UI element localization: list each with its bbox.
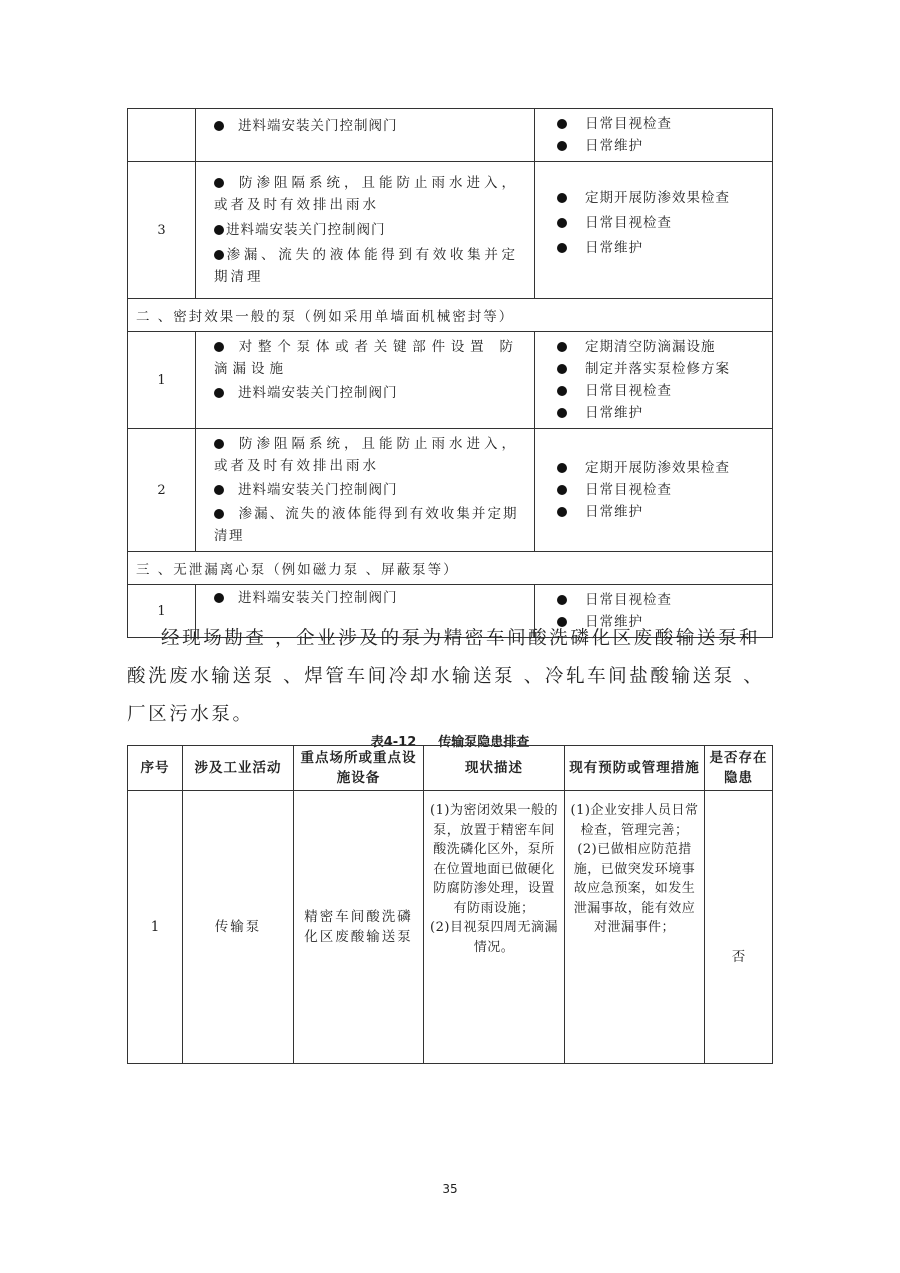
measure-item: 日常目视检查 xyxy=(557,479,762,501)
requirements-cell xyxy=(196,332,535,429)
bullet-icon xyxy=(557,485,567,495)
requirement-item: 进料端安装关门控制阀门 xyxy=(214,587,518,609)
table-row xyxy=(128,332,773,429)
bullet-icon xyxy=(557,595,567,605)
bullet-icon xyxy=(214,225,224,235)
measures-cell xyxy=(535,429,773,552)
activity-cell: 传输泵 xyxy=(183,791,294,1064)
caption-title: 传输泵隐患排查 xyxy=(438,735,530,750)
measure-item: 日常维护 xyxy=(557,611,762,633)
row-number xyxy=(128,109,196,162)
requirement-item: 进料端安装关门控制阀门 xyxy=(214,382,518,404)
requirement-item: 防渗阻隔系统，且能防止雨水进入，或者及时有效排出雨水 xyxy=(214,436,518,474)
requirement-item: 渗漏、流失的液体能得到有效收集并定期清理 xyxy=(214,247,518,285)
table-row xyxy=(128,162,773,299)
measures-cell xyxy=(535,332,773,429)
requirements-cell xyxy=(196,429,535,552)
row-number: 2 xyxy=(128,429,196,552)
bullet-icon xyxy=(214,593,224,603)
hazard-cell: 否 xyxy=(705,791,773,1064)
measure-item: 制定并落实泵检修方案 xyxy=(557,358,762,380)
bullet-icon xyxy=(557,342,567,352)
section-row xyxy=(128,299,773,332)
measure-item: 日常维护 xyxy=(557,237,762,259)
body-paragraph: 经现场勘查 ，企业涉及的泵为精密车间酸洗磷化区废酸输送泵和酸洗废水输送泵 、焊管车间冷却水输送泵 、冷轧车间盐酸输送泵 、厂区污水泵。 xyxy=(127,628,765,725)
measures-cell xyxy=(565,791,705,1064)
requirement-item: 进料端安装关门控制阀门 xyxy=(214,115,518,137)
measure-item: 日常维护 xyxy=(557,135,762,157)
pump-requirements-table xyxy=(127,108,773,638)
measure-item: 定期开展防渗效果检查 xyxy=(557,187,762,209)
header-measures: 现有预防或管理措施 xyxy=(565,746,705,791)
requirements-cell xyxy=(196,162,535,299)
table-row xyxy=(128,791,773,1064)
row-number: 3 xyxy=(128,162,196,299)
bullet-icon xyxy=(214,388,224,398)
measure-item: 日常目视检查 xyxy=(557,212,762,234)
bullet-icon xyxy=(557,463,567,473)
section-heading: 二 、密封效果一般的泵（例如采用单墙面机械密封等） xyxy=(128,299,773,332)
measure-item: 定期开展防渗效果检查 xyxy=(557,457,762,479)
header-row xyxy=(128,746,773,791)
measure-item: (2)已做相应防范措施，已做突发环境事故应急预案，如发生泄漏事故，能有效应对泄漏事件； xyxy=(573,842,696,935)
bullet-icon xyxy=(214,439,224,449)
description-item: (1)为密闭效果一般的泵，放置于精密车间酸洗磷化区外，泵所在位置地面已做硬化防腐防渗处理，设置有防雨设施； xyxy=(430,803,558,916)
section-heading: 三 、无泄漏离心泵（例如磁力泵 、屏蔽泵等） xyxy=(128,552,773,585)
measure-item: 定期清空防滴漏设施 xyxy=(557,336,762,358)
bullet-icon xyxy=(557,507,567,517)
requirement-item: 防渗阻隔系统，且能防止雨水进入，或者及时有效排出雨水 xyxy=(214,175,518,213)
description-item: (2)目视泵四周无滴漏情况。 xyxy=(430,920,558,955)
bullet-icon xyxy=(214,509,224,519)
measure-item: (1)企业安排人员日常检查，管理完善； xyxy=(570,803,699,838)
measure-item: 日常目视检查 xyxy=(557,589,762,611)
row-number: 1 xyxy=(128,585,196,638)
measure-item: 日常维护 xyxy=(557,402,762,424)
facility-cell: 精密车间酸洗磷化区废酸输送泵 xyxy=(294,791,424,1064)
bullet-icon xyxy=(557,119,567,129)
header-num: 序号 xyxy=(128,746,183,791)
requirement-item: 进料端安装关门控制阀门 xyxy=(214,219,518,241)
requirement-item: 对整个泵体或者关键部件设置 防滴漏设施 xyxy=(214,339,518,377)
section-row xyxy=(128,552,773,585)
bullet-icon xyxy=(214,485,224,495)
bullet-icon xyxy=(214,342,224,352)
measure-item: 日常维护 xyxy=(557,501,762,523)
requirement-item: 渗漏、流失的液体能得到有效收集并定期清理 xyxy=(214,506,518,544)
description-cell xyxy=(424,791,565,1064)
bullet-icon xyxy=(214,250,224,260)
bullet-icon xyxy=(557,218,567,228)
bullet-icon xyxy=(214,121,224,131)
measures-cell xyxy=(535,162,773,299)
bullet-icon xyxy=(557,386,567,396)
measure-item: 日常目视检查 xyxy=(557,113,762,135)
pump-hazard-table xyxy=(127,745,773,1064)
bullet-icon xyxy=(557,243,567,253)
bullet-icon xyxy=(557,364,567,374)
table-row xyxy=(128,429,773,552)
caption-number: 表4-12 xyxy=(370,735,417,750)
row-number: 1 xyxy=(128,332,196,429)
bullet-icon xyxy=(557,141,567,151)
bullet-icon xyxy=(214,178,224,188)
header-activity: 涉及工业活动 xyxy=(183,746,294,791)
measure-item: 日常目视检查 xyxy=(557,380,762,402)
bullet-icon xyxy=(557,193,567,203)
bullet-icon xyxy=(557,408,567,418)
table-row xyxy=(128,109,773,162)
row-number: 1 xyxy=(128,791,183,1064)
requirements-cell xyxy=(196,109,535,162)
header-facility: 重点场所或重点设施设备 xyxy=(294,746,424,791)
measures-cell xyxy=(535,109,773,162)
header-hazard: 是否存在隐患 xyxy=(705,746,773,791)
requirement-item: 进料端安装关门控制阀门 xyxy=(214,479,518,501)
page-number: 35 xyxy=(442,1182,458,1196)
header-description: 现状描述 xyxy=(424,746,565,791)
